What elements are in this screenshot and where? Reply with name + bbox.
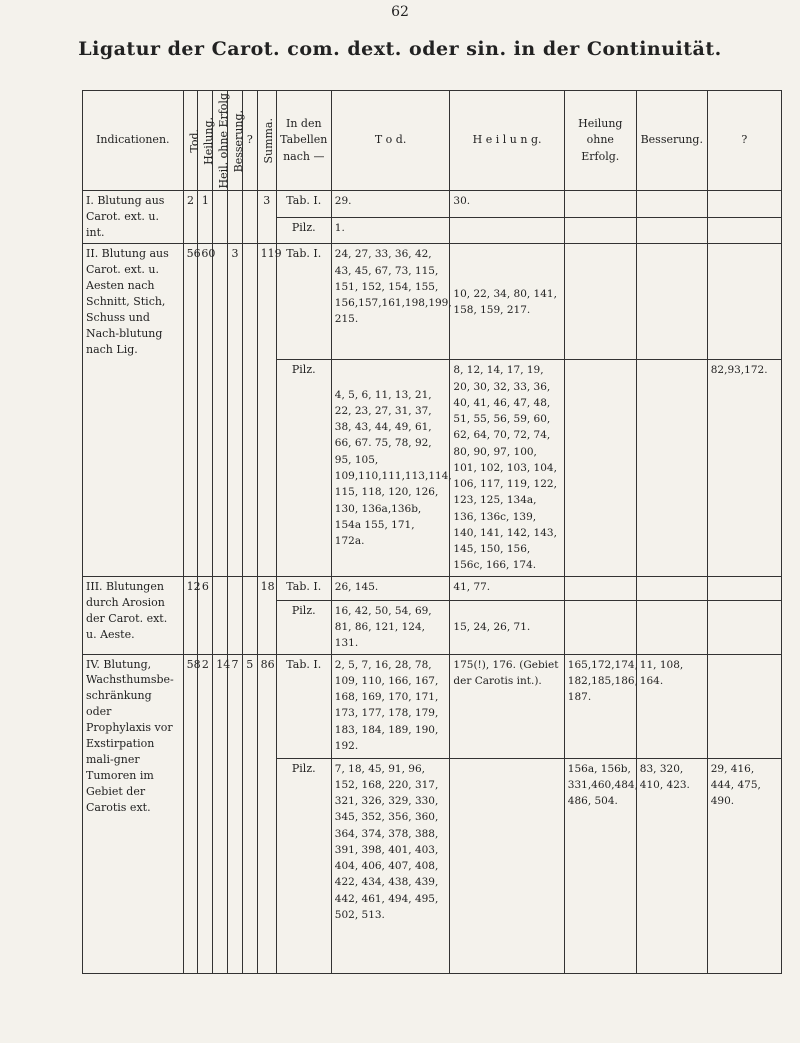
count-heilung: 2 (198, 654, 213, 973)
count-summa: 18 (257, 576, 276, 654)
heilung-cases: 41, 77. (450, 576, 564, 600)
count-heilung: 6 (198, 576, 213, 654)
header-summa: Summa. (261, 117, 275, 164)
ohne-cases (564, 576, 636, 600)
count-besserung: 3 (228, 244, 243, 576)
heilung-cases: 175(!), 176. (Gebiet der Carotis int.). (450, 654, 564, 758)
ohne-cases (564, 600, 636, 654)
page-title: Ligatur der Carot. com. dext. oder sin. in der Continuität. (78, 38, 722, 60)
count-heil-ohne (213, 576, 228, 654)
source-label: Tab. I. (276, 244, 331, 360)
tod-cases: 1. (331, 217, 450, 243)
indication-cell: III. Blutungen durch Arosion der Carot. ext. u. Aeste. (83, 576, 184, 654)
besserung-cases: 83, 320, 410, 423. (636, 758, 707, 973)
source-label: Tab. I. (276, 576, 331, 600)
tod-cases: 7, 18, 45, 91, 96, 152, 168, 220, 317, 321, 326, 329, 330, 345, 352, 356, 360, 364, 374, 378, 388, 391, 398, 401, 403, 404, 406, 407, 408, 422, 434, 438, 439, 442, 461, 494, 495, 502, 513. (331, 758, 450, 973)
source-label: Pilz. (276, 360, 331, 576)
source-label: Pilz. (276, 217, 331, 243)
heilung-cases: 8, 12, 14, 17, 19, 20, 30, 32, 33, 36, 40, 41, 46, 47, 48, 51, 55, 56, 59, 60, 62, 64, 70, 72, 74, 80, 90, 97, 100, 101, 102, 103, 104, 106, 117, 119, 122, 123, 125, 134a, 136, 136c, 139, 140, 141, 142, 143, 145, 150, 156, 156c, 166, 174. (450, 360, 564, 576)
table-row (83, 244, 782, 360)
heilung-cases (450, 217, 564, 243)
indication-cell: II. Blutung aus Carot. ext. u. Aesten nach Schnitt, Stich, Schuss und Nach-blutung nach Lig. (83, 244, 184, 576)
header-heilung-col: H e i l u n g. (450, 91, 564, 191)
header-tod-col: T o d. (331, 91, 450, 191)
table-row (83, 191, 782, 217)
source-label: Tab. I. (276, 191, 331, 217)
heilung-cases: 30. (450, 191, 564, 217)
count-unknown: 5 (242, 654, 257, 973)
count-unknown (242, 244, 257, 576)
header-tabellen: In den Tabellen nach — (276, 91, 331, 191)
count-besserung (228, 576, 243, 654)
header-unknown-col: ? (707, 91, 781, 191)
tod-cases: 2, 5, 7, 16, 28, 78, 109, 110, 166, 167, 168, 169, 170, 171, 173, 177, 178, 179, 183, 184, 189, 190, 192. (331, 654, 450, 758)
header-heilung: Heilung. (202, 116, 216, 165)
header-heilung-ohne: Heilung ohne Erfolg. (564, 91, 636, 191)
indication-cell: IV. Blutung, Wachsthumsbe-schränkung oder Prophylaxis vor Exstirpation mali-gner Tumoren im Gebiet der Carotis ext. (83, 654, 184, 973)
indication-cell: I. Blutung aus Carot. ext. u. int. (83, 191, 184, 244)
count-summa: 3 (257, 191, 276, 244)
source-label: Tab. I. (276, 654, 331, 758)
ohne-cases (564, 191, 636, 217)
header-row (83, 91, 782, 191)
unknown-cases (707, 191, 781, 217)
unknown-cases (707, 217, 781, 243)
heilung-cases (450, 758, 564, 973)
count-besserung (228, 191, 243, 244)
header-indications: Indicationen. (83, 91, 184, 191)
unknown-cases (707, 654, 781, 758)
unknown-cases: 82,93,172. (707, 360, 781, 576)
count-unknown (242, 576, 257, 654)
tod-cases: 29. (331, 191, 450, 217)
ohne-cases: 165,172,174, 182,185,186, 187. (564, 654, 636, 758)
count-besserung: 7 (228, 654, 243, 973)
count-summa: 86 (257, 654, 276, 973)
besserung-cases (636, 244, 707, 360)
count-heil-ohne (213, 191, 228, 244)
ohne-cases (564, 244, 636, 360)
source-label: Pilz. (276, 600, 331, 654)
header-besserung: Besserung. (232, 109, 246, 172)
besserung-cases (636, 191, 707, 217)
unknown-cases (707, 244, 781, 360)
besserung-cases (636, 600, 707, 654)
table-row (83, 576, 782, 600)
besserung-cases (636, 217, 707, 243)
count-heil-ohne: 14 (213, 654, 228, 973)
ohne-cases (564, 360, 636, 576)
count-heilung: 60 (198, 244, 213, 576)
besserung-cases (636, 360, 707, 576)
unknown-cases: 29, 416, 444, 475, 490. (707, 758, 781, 973)
count-tod: 12 (183, 576, 198, 654)
unknown-cases (707, 600, 781, 654)
header-tod: Tod. (187, 128, 201, 153)
count-tod: 58 (183, 654, 198, 973)
header-unknown: ? (242, 91, 257, 191)
count-unknown (242, 191, 257, 244)
count-heilung: 1 (198, 191, 213, 244)
header-heil-ohne-erfolg: Heil. ohne Erfolg (217, 93, 231, 189)
count-tod: 2 (183, 191, 198, 244)
unknown-cases (707, 576, 781, 600)
tod-cases: 26, 145. (331, 576, 450, 600)
table-row (83, 654, 782, 758)
tod-cases: 4, 5, 6, 11, 13, 21, 22, 23, 27, 31, 37, 38, 43, 44, 49, 61, 66, 67. 75, 78, 92, 95, 105, 109,110,111,113,114, 115, 118, 120, 126, 130, 136a,136b, 154a 155, 171, 172a. (331, 360, 450, 576)
heilung-cases: 15, 24, 26, 71. (450, 600, 564, 654)
source-label: Pilz. (276, 758, 331, 973)
page-number: 62 (391, 4, 409, 20)
tod-cases: 24, 27, 33, 36, 42, 43, 45, 67, 73, 115, 151, 152, 154, 155, 156,157,161,198,199, 215. (331, 244, 450, 360)
besserung-cases (636, 576, 707, 600)
header-besserung-col: Besserung. (636, 91, 707, 191)
tod-cases: 16, 42, 50, 54, 69, 81, 86, 121, 124, 131. (331, 600, 450, 654)
besserung-cases: 11, 108, 164. (636, 654, 707, 758)
ohne-cases (564, 217, 636, 243)
ligatur-table (82, 90, 782, 974)
count-tod: 56 (183, 244, 198, 576)
count-summa: 119 (257, 244, 276, 576)
count-heil-ohne (213, 244, 228, 576)
heilung-cases: 10, 22, 34, 80, 141, 158, 159, 217. (450, 244, 564, 360)
ohne-cases: 156a, 156b, 331,460,484, 486, 504. (564, 758, 636, 973)
